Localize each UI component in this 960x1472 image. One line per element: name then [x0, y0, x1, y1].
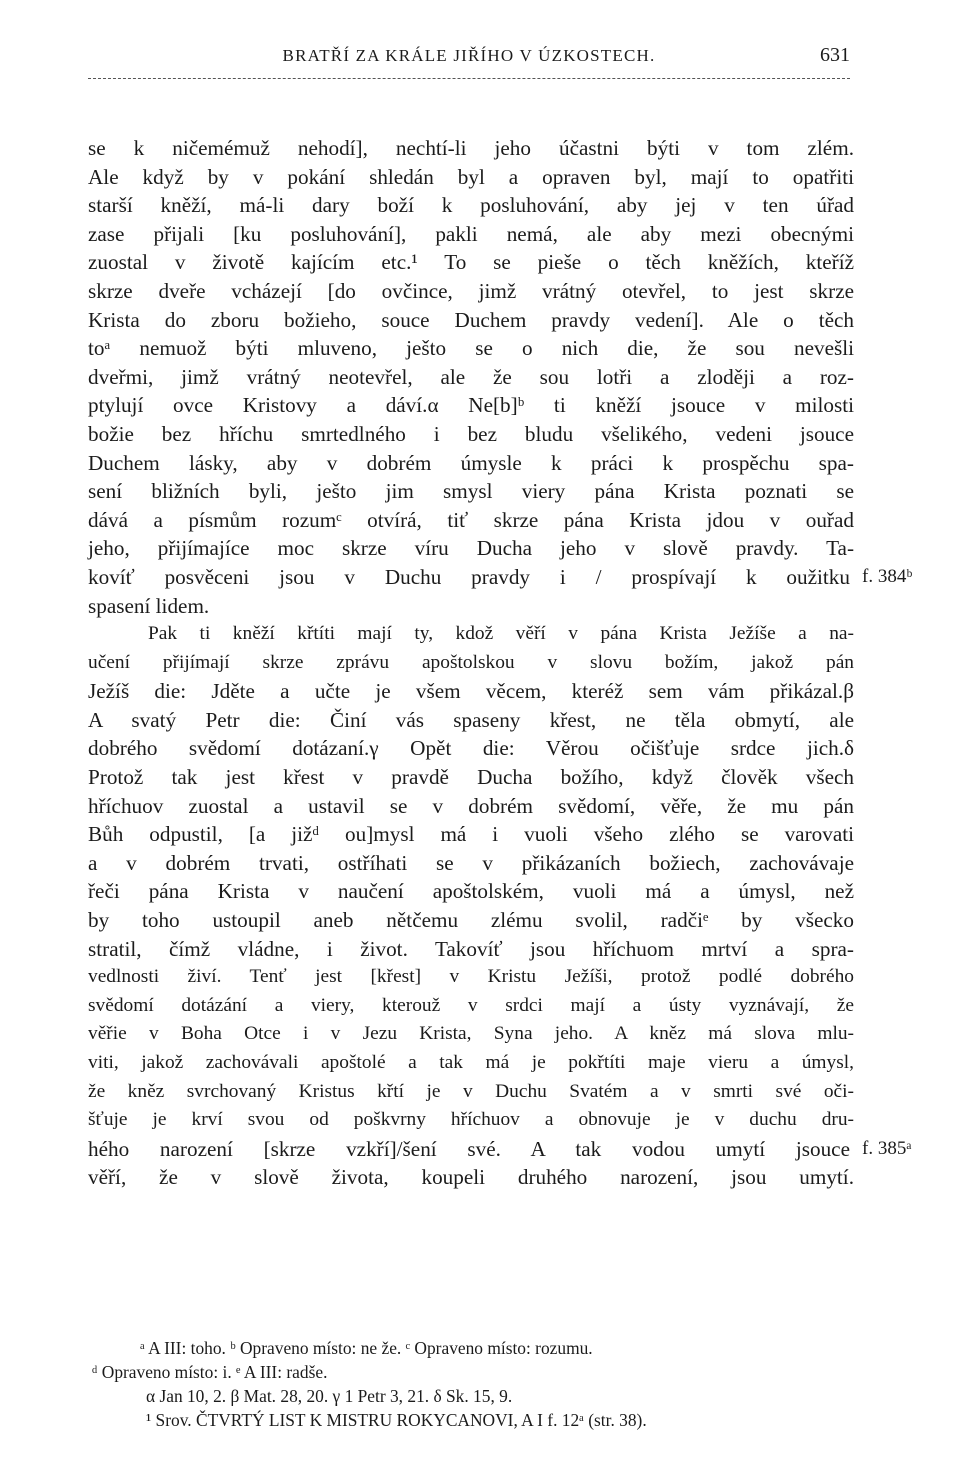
text-line-with-marginal	[88, 1135, 912, 1164]
text-line-with-marginal	[88, 563, 913, 592]
folio-marginal-note: f. 385ᵃ	[862, 1137, 912, 1159]
text-line: Ježíš die: Jděte a učte je všem věcem, kteréž sem vám přikázal.β	[88, 679, 854, 704]
text-line: dveřmi, jimž vrátný neotevřel, ale že sou lotři a zloději a roz-	[88, 364, 854, 389]
page-number: 631	[820, 44, 850, 66]
text-line: Krista do zboru božieho, souce Duchem pravdy vedení]. Ale o těch	[88, 307, 854, 332]
text-line: spasení lidem.	[88, 593, 210, 618]
text-line: Bůh odpustil, [a jižᵈ ou]mysl má i vuoli všeho zlého se varovati	[88, 822, 854, 847]
footnote-line: ᵈ Opraveno místo: i. ᵉ A III: radše.	[92, 1362, 328, 1382]
page-header	[88, 40, 850, 74]
text-line: že kněz svrchovaný Kristus křtí je v Duchu Svatém a v smrti své oči-	[88, 1080, 854, 1102]
text-line: božie bez hříchu smrtedlného i bez bludu všelikého, vedeni jsouce	[88, 421, 854, 446]
footnote-line: ¹ Srov. ČTVRTÝ LIST K MISTRU ROKYCANOVI, A I f. 12ᵃ (str. 38).	[146, 1410, 647, 1430]
text-line: zase přijali [ku posluhování], pakli nemá, ale aby mezi obecnými	[88, 221, 854, 246]
text-line: dává a písmům rozumᶜ otvírá, tiť skrze pána Krista jdou v ouřad	[88, 507, 854, 532]
text-line: viti, jakož zachovávali apoštolé a tak má je pokřtíti maje vieru a úmysl,	[88, 1052, 854, 1073]
text-line: dobrého svědomí dotázaní.γ Opět die: Věrou očišťuje srdce jich.δ	[88, 736, 854, 761]
text-line: Duchem lásky, aby v dobrém úmysle k práci k prospěchu spa-	[88, 450, 854, 475]
text-line: skrze dveře vcházejí [do ovčince, jimž vrátný otevřel, to jest skrze	[88, 278, 854, 303]
text-line: Protož tak jest křest v pravdě Ducha božího, když člověk všech	[88, 765, 854, 790]
text-line: A svatý Petr die: Činí vás spaseny křest, ne těla obmytí, ale	[88, 707, 854, 732]
text-line: kovíť posvěceni jsou v Duchu pravdy i / prospívají k oužitku	[88, 564, 850, 589]
text-line: svědomí dotázání a viery, kterouž v srdci mají a ústy vyznávají, že	[88, 994, 854, 1016]
text-line: hříchuov zuostal a ustavil se v dobrém svědomí, věře, že mu pán	[88, 793, 854, 818]
text-line: věří, že v slově života, koupeli druhého narození, jsou umytí.	[88, 1165, 854, 1190]
running-head: BRATŘÍ ZA KRÁLE JIŘÍHO V ÚZKOSTECH.	[282, 46, 656, 65]
body-text	[88, 134, 913, 1192]
text-line: starší kněží, má-li dary boží k posluhování, aby jej v ten úřad	[88, 193, 854, 218]
text-line: by toho ustoupil aneb nětčemu zlému svolil, radčiᵉ by všecko	[88, 908, 854, 933]
paragraph-start-line: Pak ti kněží křtíti mají ty, kdož věří v pána Krista Ježíše a na-	[148, 623, 854, 645]
text-line: se k ničemémuž nehodí], nechtí-li jeho účastni býti v tom zlém.	[88, 136, 854, 160]
text-line: řeči pána Krista v naučení apoštolském, vuoli má a úmysl, než	[88, 879, 854, 904]
text-line: stratil, čímž vládne, i život. Takovíť jsou hříchuom mrtví a spra-	[88, 936, 854, 961]
text-line: a v dobrém trvati, ostříhati se v přikázaních božiech, zachovávaje	[88, 850, 854, 875]
text-line: věřie v Boha Otce i v Jezu Krista, Syna jeho. A kněz má slova mlu-	[88, 1023, 854, 1045]
footnotes	[88, 1336, 854, 1432]
text-line: jeho, přijímajíce moc skrze víru Ducha jeho v slově pravdy. Ta-	[88, 536, 854, 561]
text-line: učení přijímají skrze zprávu apoštolskou v slovu božím, jakož pán	[88, 651, 854, 673]
folio-marginal-note: f. 384ᵇ	[862, 565, 913, 587]
text-line: sení bližních byli, ješto jim smysl viery pána Krista poznati se	[88, 479, 854, 504]
text-line: šťuje je krví svou od poškvrny hříchuov a obnovuje je v duchu dru-	[88, 1109, 854, 1131]
text-line: ptylují ovce Kristovy a dáví.α Ne[b]ᵇ ti kněží jsouce v milosti	[88, 393, 854, 418]
text-line: zuostal v životě kajícím etc.¹ To se pieše o těch kněžích, kteříž	[88, 250, 854, 275]
text-line: toᵃ nemuož býti mluveno, ješto se o nich die, že sou nevešli	[88, 336, 854, 361]
footnote-line: α Jan 10, 2. β Mat. 28, 20. γ 1 Petr 3, 21. δ Sk. 15, 9.	[146, 1386, 513, 1406]
header-rule	[88, 78, 850, 79]
text-line: hého narození [skrze vzkří]/šení své. A tak vodou umytí jsouce	[88, 1136, 850, 1161]
text-line: vedlnosti živí. Tenť jest [křest] v Kristu Ježíši, protož podlé dobrého	[88, 966, 854, 988]
text-line: Ale když by v pokání shledán byl a opraven byl, mají to opatřiti	[88, 164, 854, 189]
footnote-line: ᵃ A III: toho. ᵇ Opraveno místo: ne že. ᶜ Opraveno místo: rozumu.	[140, 1338, 593, 1358]
